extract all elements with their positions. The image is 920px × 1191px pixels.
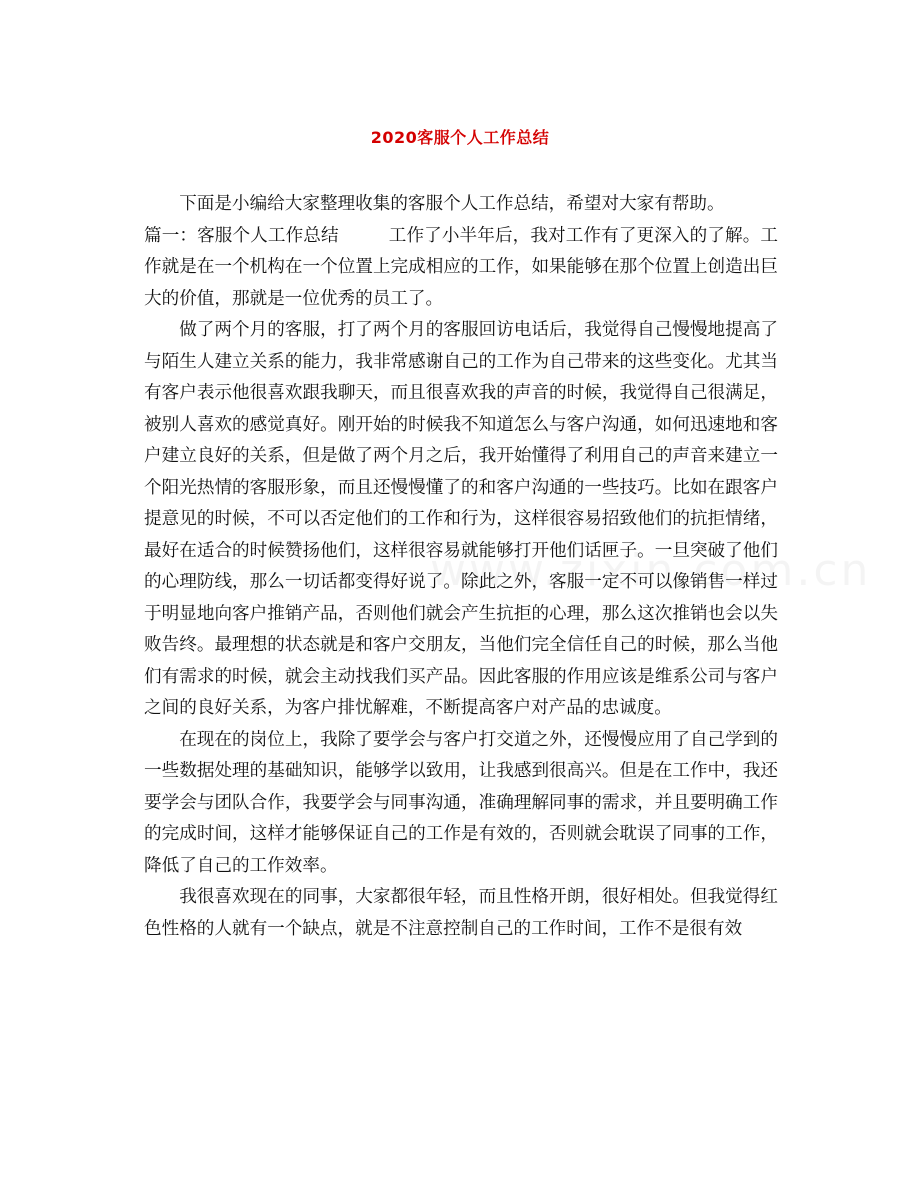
section-label: 篇一：客服个人工作总结 (144, 225, 339, 246)
section-first-text: 工作了小半年后，我对工作有了更深入的了解。工作就是在一个机构在一个位置上完成相应的工作，如果能够在那个位置上创造出巨大的价值，那就是一位优秀的员工了。 (144, 225, 778, 309)
document-title: 2020客服个人工作总结 (370, 128, 550, 147)
document-body (144, 189, 778, 945)
body-paragraph-2: 在现在的岗位上，我除了要学会与客户打交道之外，还慢慢应用了自己学到的一些数据处理的基础知识，能够学以致用，让我感到很高兴。但是在工作中，我还要学会与团队合作，我要学会与同事沟通，准确理解同事的需求，并且要明确工作的完成时间，这样才能够保证自己的工作是有效的，否则就会耽误了同事的工作，降低了自己的工作效率。 (144, 729, 778, 876)
section-first-paragraph (144, 221, 778, 316)
body-paragraph-1: 做了两个月的客服，打了两个月的客服回访电话后，我觉得自己慢慢地提高了与陌生人建立关系的能力，我非常感谢自己的工作为自己带来的这些变化。尤其当有客户表示他很喜欢跟我聊天，而且很喜欢我的声音的时候，我觉得自己很满足，被别人喜欢的感觉真好。刚开始的时候我不知道怎么与客户沟通，如何迅速地和客户建立良好的关系，但是做了两个月之后，我开始懂得了利用自己的声音来建立一个阳光热情的客服形象，而且还慢慢懂了的和客户沟通的一些技巧。比如在跟客户提意见的时候，不可以否定他们的工作和行为，这样很容易招致他们的抗拒情绪，最好在适合的时候赞扬他们，这样很容易就能够打开他们话匣子。一旦突破了他们的心理防线，那么一切话都变得好说了。除此之外，客服一定不可以像销售一样过于明显地向客户推销产品，否则他们就会产生抗拒的心理，那么这次推销也会以失败告终。最理想的状态就是和客户交朋友，当他们完全信任自己的时候，那么当他们有需求的时候，就会主动找我们买产品。因此客服的作用应该是维系公司与客户之间的良好关系，为客户排忧解难，不断提高客户对产品的忠诚度。 (144, 320, 778, 718)
intro-paragraph: 下面是小编给大家整理收集的客服个人工作总结，希望对大家有帮助。 (179, 194, 725, 214)
body-paragraph-3: 我很喜欢现在的同事，大家都很年轻，而且性格开朗，很好相处。但我觉得红色性格的人就有一个缺点，就是不注意控制自己的工作时间，工作不是很有效 (144, 887, 778, 939)
